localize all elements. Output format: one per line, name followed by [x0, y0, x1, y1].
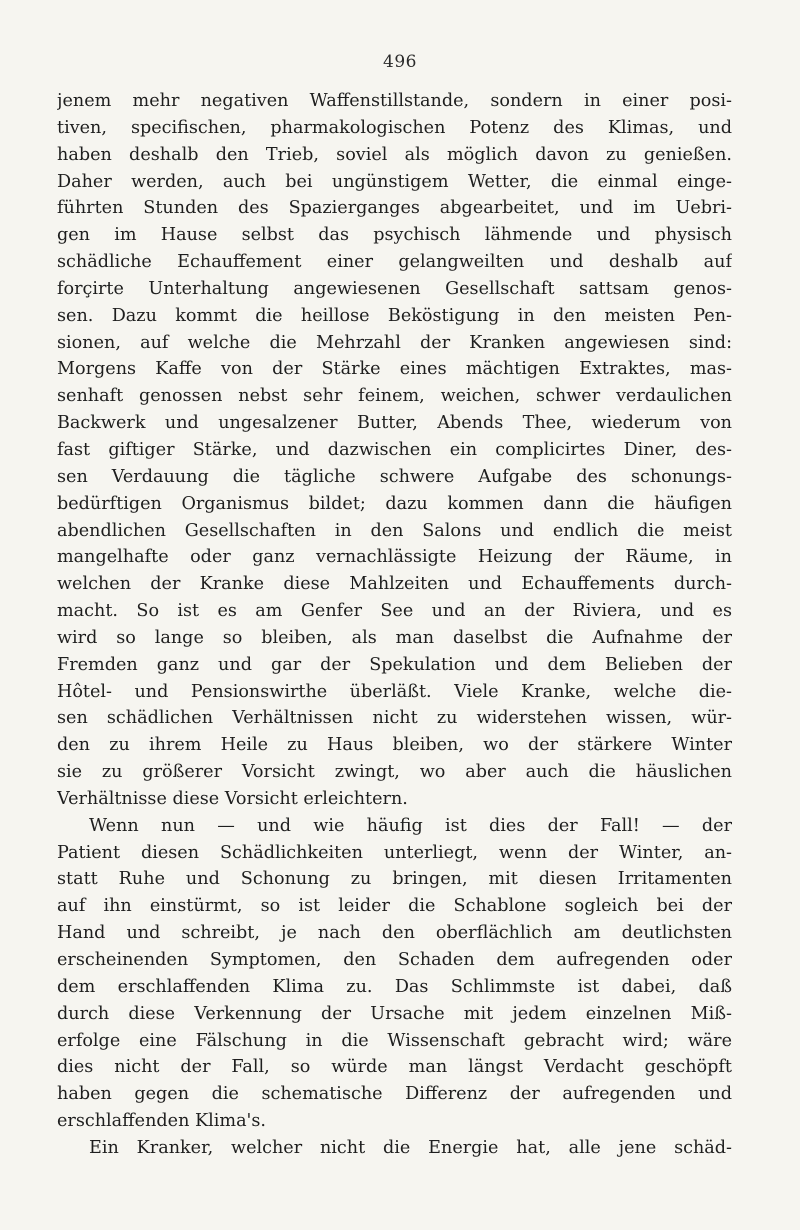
- text-line: abendlichen Gesellschaften in den Salons und endlich die meist: [57, 520, 732, 541]
- text-line: forçirte Unterhaltung angewiesenen Gesellschaft sattsam genos-: [57, 278, 732, 299]
- text-line: Verhältnisse diese Vorsicht erleichtern.: [57, 788, 408, 809]
- text-line: Ein Kranker, welcher nicht die Energie hat, alle jene schäd-: [89, 1137, 732, 1158]
- text-line: den zu ihrem Heile zu Haus bleiben, wo der stärkere Winter: [57, 735, 732, 756]
- text-line: bedürftigen Organismus bildet; dazu kommen dann die häufigen: [57, 493, 732, 514]
- text-line: erfolge eine Fälschung in die Wissenschaft gebracht wird; wäre: [57, 1030, 732, 1051]
- text-line: sie zu größerer Vorsicht zwingt, wo aber auch die häuslichen: [57, 762, 732, 783]
- text-line: Wenn nun — und wie häufig ist dies der Fall! — der: [89, 815, 732, 836]
- text-line: erscheinenden Symptomen, den Schaden dem aufregenden oder: [57, 950, 732, 970]
- text-line: gen im Hause selbst das psychisch lähmende und physisch: [57, 225, 732, 246]
- text-line: statt Ruhe und Schonung zu bringen, mit diesen Irritamenten: [57, 869, 732, 890]
- text-line: wird so lange so bleiben, als man daselbst die Aufnahme der: [57, 627, 732, 648]
- text-line: fast giftiger Stärke, und dazwischen ein complicirtes Diner, des-: [57, 439, 732, 460]
- text-line: Patient diesen Schädlichkeiten unterliegt, wenn der Winter, an-: [57, 842, 732, 863]
- text-line: erschlaffenden Klima's.: [57, 1111, 267, 1132]
- text-line: sen. Dazu kommt die heillose Beköstigung in den meisten Pen-: [57, 305, 732, 326]
- text-line: Morgens Kaffe von der Stärke eines mächtigen Extraktes, mas-: [57, 359, 732, 380]
- text-line: auf ihn einstürmt, so ist leider die Schablone sogleich bei der: [57, 896, 732, 917]
- text-line: tiven, specifischen, pharmakologischen Potenz des Klimas, und: [57, 117, 732, 138]
- text-line: sen schädlichen Verhältnissen nicht zu widerstehen wissen, wür-: [57, 708, 732, 729]
- text-line: haben deshalb den Trieb, soviel als möglich davon zu genießen.: [57, 144, 732, 165]
- text-line: Daher werden, auch bei ungünstigem Wetter, die einmal einge-: [57, 171, 732, 192]
- text-line: durch diese Verkennung der Ursache mit jedem einzelnen Miß-: [57, 1003, 732, 1024]
- text-line: jenem mehr negativen Waffenstillstande, sondern in einer posi-: [57, 91, 732, 111]
- text-line: haben gegen die schematische Differenz der aufregenden und: [57, 1084, 732, 1105]
- page-number: 496: [383, 52, 417, 72]
- text-line: senhaft genossen nebst sehr feinem, weichen, schwer verdaulichen: [57, 386, 732, 407]
- text-line: Backwerk und ungesalzener Butter, Abends Thee, wiederum von: [57, 413, 732, 434]
- text-line: macht. So ist es am Genfer See und an der Riviera, und es: [57, 601, 732, 622]
- text-line: sionen, auf welche die Mehrzahl der Kranken angewiesen sind:: [57, 332, 732, 353]
- body-text: [57, 88, 732, 1162]
- text-line: schädliche Echauffement einer gelangweilten und deshalb auf: [57, 252, 732, 273]
- text-line: mangelhafte oder ganz vernachlässigte Heizung der Räume, in: [57, 547, 732, 568]
- text-line: dem erschlaffenden Klima zu. Das Schlimmste ist dabei, daß: [57, 976, 732, 997]
- text-line: dies nicht der Fall, so würde man längst Verdacht geschöpft: [57, 1057, 732, 1078]
- text-line: Hand und schreibt, je nach den oberflächlich am deutlichsten: [57, 923, 732, 944]
- text-line: führten Stunden des Spazierganges abgearbeitet, und im Uebri-: [57, 198, 732, 219]
- text-line: Fremden ganz und gar der Spekulation und dem Belieben der: [57, 654, 732, 675]
- text-line: sen Verdauung die tägliche schwere Aufgabe des schonungs-: [57, 466, 732, 487]
- text-line: Hôtel- und Pensionswirthe überläßt. Viele Kranke, welche die-: [57, 681, 732, 702]
- text-line: welchen der Kranke diese Mahlzeiten und Echauffements durch-: [57, 574, 732, 595]
